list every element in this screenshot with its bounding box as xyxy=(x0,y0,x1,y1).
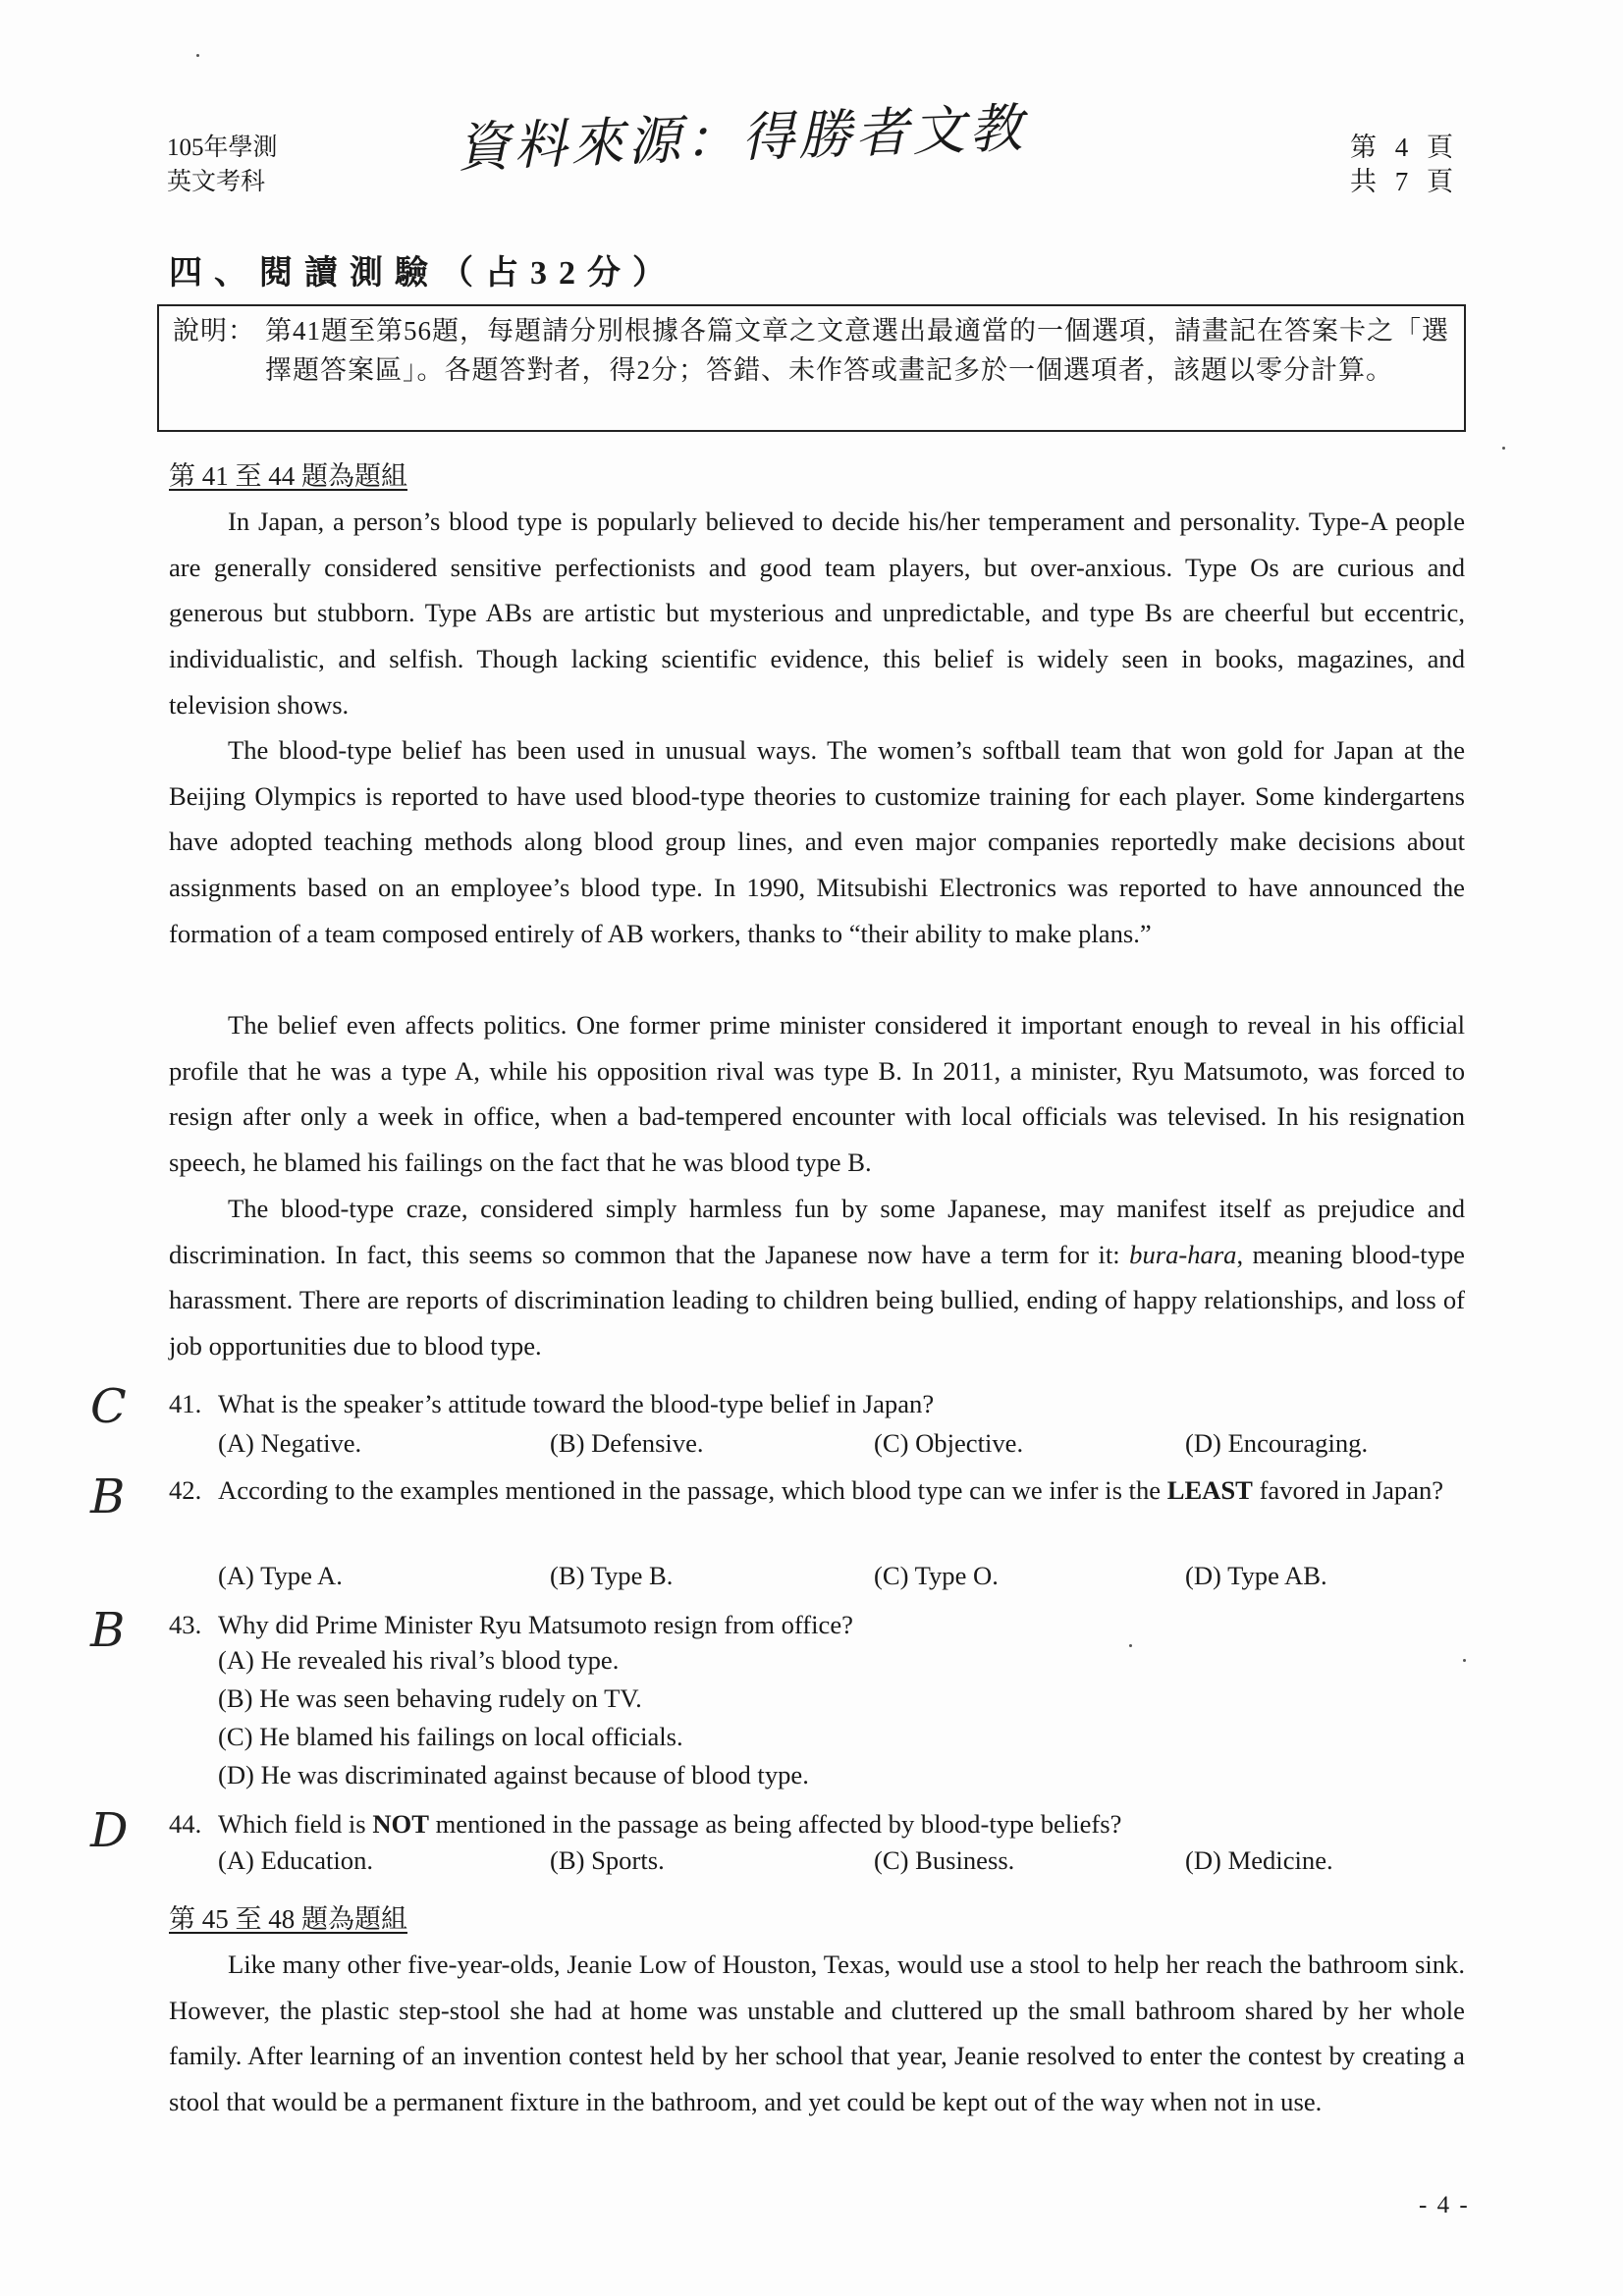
passage-paragraph: In Japan, a person’s blood type is popularly believed to decide his/her temperament and personality. Type-A people are generally considered sensitive perfectionists and good team players, but over-anxious. Type Os are curious and generous but stubborn. Type ABs are artistic but mysterious and unpredictable, and type Bs are cheerful but eccentric, individualistic, and selfish. Though lacking scientific evidence, this belief is widely seen in books, magazines, and television shows. xyxy=(169,507,1465,720)
option-d: (D) He was discriminated against because of blood type. xyxy=(218,1760,809,1789)
option-c: (C) He blamed his failings on local officials. xyxy=(218,1722,683,1751)
question-options xyxy=(218,1641,1465,1794)
term-bura-hara: bura-hara xyxy=(1129,1239,1237,1269)
page-info xyxy=(1350,131,1459,199)
handwritten-answer-mark: B xyxy=(90,1603,126,1658)
question-stem: 42. According to the examples mentioned in the passage, which blood type can we infer is the LEAST favored in Japan? xyxy=(169,1475,1444,1505)
question-options xyxy=(218,1842,1465,1880)
instruction-text: 第41題至第56題，每題請分別根據各篇文章之文意選出最適當的一個選項，請畫記在答案卡之「選擇題答案區」。各題答對者，得2分；答錯、未作答或畫記多於一個選項者，該題以零分計算。 xyxy=(265,316,1449,385)
passage-paragraph: Like many other five-year-olds, Jeanie Low of Houston, Texas, would use a stool to help her reach the bathroom sink. However, the plastic step-stool she had at home was unstable and cluttered up the small bathroom shared by her whole family. After learning of an invention contest held by her school that year, Jeanie resolved to enter the contest by creating a stool that would be a permanent fixture in the bathroom, and yet could be kept out of the way when not in use. xyxy=(169,1949,1465,2117)
section-title: 四、閱讀測驗（占32分） xyxy=(169,255,677,292)
passage-paragraph: The blood-type craze, considered simply harmless fun by some Japanese, may manifest itself as prejudice and discrimination. In fact, this seems so common that the Japanese now have a term for it: bura-hara, meaning blood-type harassment. There are reports of discrimination leading to children being bullied, ending of happy relationships, and loss of job opportunities due to blood type. xyxy=(169,1194,1465,1362)
question-options xyxy=(218,1557,1465,1595)
instruction-label: 說明： xyxy=(173,316,255,346)
option-d: (D) Encouraging. xyxy=(1185,1428,1369,1458)
exam-subject: 英文考科 xyxy=(167,169,266,195)
exam-year: 105年學測 xyxy=(167,134,278,161)
scan-speck xyxy=(1463,1659,1466,1662)
handwritten-answer-mark: C xyxy=(90,1379,127,1434)
question-options xyxy=(218,1424,1465,1463)
handwritten-answer-mark: B xyxy=(90,1469,126,1524)
option-b: (B) He was seen behaving rudely on TV. xyxy=(218,1683,642,1713)
question-stem: 44. Which field is NOT mentioned in the passage as being affected by blood-type beliefs? xyxy=(169,1809,1122,1839)
option-c: (C) Type O. xyxy=(874,1561,999,1590)
passage-paragraph: The blood-type belief has been used in unusual ways. The women’s softball team that won gold for Japan at the Beijing Olympics is reported to have used blood-type theories to customize training for each player. Some kindergartens have adopted teaching methods along blood group lines, and even major companies reportedly make decisions about assignments based on an employee’s blood type. In 1990, Mitsubishi Electronics was reported to have announced the formation of a team composed entirely of AB workers, thanks to “their ability to make plans.” xyxy=(169,735,1465,948)
handwritten-answer-mark: D xyxy=(90,1803,129,1858)
scan-speck xyxy=(1129,1644,1132,1647)
handwritten-source-note: 資料來源：得勝者文教 xyxy=(456,96,1028,180)
question-group-label: 第 45 至 48 題為題組 xyxy=(169,1904,407,1934)
option-a: (A) Type A. xyxy=(218,1561,343,1590)
option-d: (D) Medicine. xyxy=(1185,1845,1333,1875)
option-a: (A) Education. xyxy=(218,1845,374,1875)
option-c: (C) Business. xyxy=(874,1845,1015,1875)
option-b: (B) Defensive. xyxy=(550,1428,704,1458)
question-stem: 43. Why did Prime Minister Ryu Matsumoto resign from office? xyxy=(169,1610,853,1639)
option-b: (B) Sports. xyxy=(550,1845,665,1875)
question-stem: 41. What is the speaker’s attitude toward the blood-type belief in Japan? xyxy=(169,1389,935,1418)
page-label: 第 4 頁 xyxy=(1350,133,1459,162)
option-d: (D) Type AB. xyxy=(1185,1561,1327,1590)
option-c: (C) Objective. xyxy=(874,1428,1024,1458)
scan-speck xyxy=(1502,447,1505,450)
total-pages-label: 共 7 頁 xyxy=(1350,167,1459,196)
question-group-label: 第 41 至 44 題為題組 xyxy=(169,461,407,491)
option-a: (A) He revealed his rival’s blood type. xyxy=(218,1645,620,1675)
exam-header-left xyxy=(167,131,278,199)
page-number: - 4 - xyxy=(1419,2192,1470,2218)
scan-speck xyxy=(196,54,199,57)
option-b: (B) Type B. xyxy=(550,1561,674,1590)
option-a: (A) Negative. xyxy=(218,1428,362,1458)
passage-paragraph: The belief even affects politics. One former prime minister considered it important enough to reveal in his official profile that he was a type A, while his opposition rival was type B. In 2011, a minister, Ryu Matsumoto, was forced to resign after only a week in office, when a bad-tempered encounter with local officials was televised. In his resignation speech, he blamed his failings on the fact that he was blood type B. xyxy=(169,1010,1465,1178)
